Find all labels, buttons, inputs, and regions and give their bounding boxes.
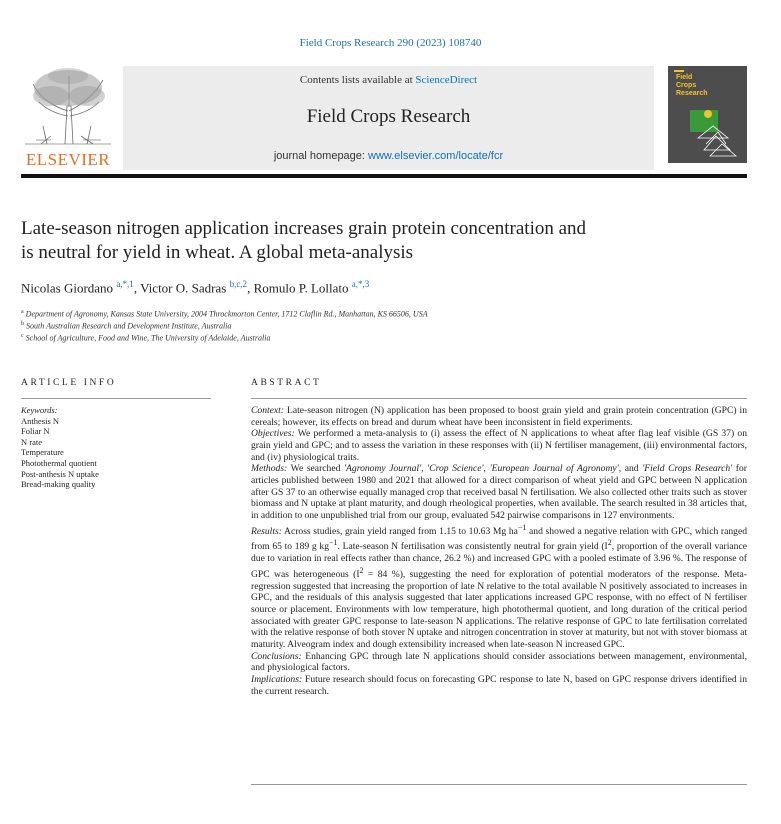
author-affiliation-mark[interactable]: a,*,1 — [116, 279, 134, 289]
section-label: Objectives: — [251, 428, 295, 440]
author-affiliation-mark[interactable]: a,*,3 — [351, 279, 370, 289]
masthead — [123, 66, 654, 170]
section-text: Late-season nitrogen (N) application has been proposed to boost grain yield and grain protein concentration (GPC) in cereals; however, its effects on bread and durum wheat have been inconsistent in field experiments. — [251, 405, 747, 428]
keyword: Temperature — [21, 447, 64, 458]
journal-ref: 'European Journal of Agronomy' — [489, 463, 619, 475]
section-text: Enhancing GPC through late N applications should consider associations between management, environmental, and physiological factors. — [251, 650, 747, 674]
keyword: N rate — [21, 436, 43, 447]
keyword: Bread-making quality — [21, 479, 96, 490]
journal-citation[interactable]: Field Crops Research 290 (2023) 108740 — [299, 37, 482, 49]
section-text: We searched — [287, 463, 344, 475]
elsevier-tree-icon — [21, 66, 115, 146]
keyword: Post-anthesis N uptake — [21, 468, 99, 479]
affiliation-mark: b — [21, 321, 24, 327]
section-label: Results: — [251, 525, 282, 537]
header-rule — [21, 174, 747, 178]
section-text: , and — [618, 463, 643, 475]
article-info-rule — [21, 398, 211, 399]
section-text: Across studies, grain yield ranged from 1.15 to 10.63 Mg ha — [281, 525, 518, 537]
section-text: , — [483, 463, 490, 475]
superscript: −1 — [329, 538, 338, 548]
section-text: and showed a negative relation with GPC, which ranged from 65 to 189 g kg — [251, 525, 747, 553]
author-affiliation-mark[interactable]: b,c,2 — [229, 279, 248, 289]
affiliation-mark: c — [21, 333, 24, 339]
publisher-logo[interactable] — [21, 66, 115, 170]
abstract-results — [251, 522, 747, 651]
abstract-implications — [251, 674, 747, 697]
sciencedirect-link[interactable]: ScienceDirect — [415, 74, 478, 86]
journal-name: Field Crops Research — [306, 106, 471, 127]
author-name[interactable]: Romulo P. Lollato — [253, 280, 349, 296]
homepage-line — [123, 150, 654, 162]
abstract-rule — [251, 398, 747, 399]
affiliation-text: Department of Agronomy, Kansas State University, 2004 Throckmorton Center, 1712 Claflin Rd., Manhattan, KS 66506, USA — [25, 309, 428, 319]
affiliation-mark: a — [21, 309, 24, 315]
section-label: Context: — [251, 405, 285, 416]
homepage-prefix: journal homepage: — [273, 150, 369, 162]
section-text: , proportion of the overall variance due to variation in real effects rather than chance, 26.2 %) and increased GPC with a pooled estimate of 3.96 %. The response of GPC was heterogeneous (I — [251, 541, 747, 581]
cover-title-line: Crops — [676, 82, 697, 89]
abstract-context — [251, 405, 747, 428]
abstract-objectives — [251, 428, 747, 463]
section-text: . Late-season N fertilisation was consistently neutral for grain yield (I — [337, 541, 608, 553]
cover-art-icon — [668, 66, 747, 163]
superscript: 2 — [607, 538, 612, 548]
cover-title-line: Research — [676, 90, 708, 97]
section-text: for articles published between 1980 and 2021 that allowed for a direct comparison of wheat yield and GPC between N application after GS 37 to an otherwise equally managed crop that received basal N fertilisation. We also collected other traits such as stover biomass and N uptake at plant maturity, and dough rheological properties, when available. The search resulted in 38 articles that, in addition to one unpublished trial from our group, evaluated 542 pairwise comparisons in 127 environments. — [251, 463, 747, 521]
superscript: −1 — [517, 522, 527, 532]
cover-title-line: Field — [676, 74, 693, 81]
abstract-body — [251, 405, 747, 697]
article-title-line: is neutral for yield in wheat. A global meta-analysis — [21, 242, 414, 263]
publisher-name: ELSEVIER — [25, 150, 111, 169]
section-text: , — [421, 463, 428, 475]
journal-cover[interactable] — [668, 66, 747, 163]
journal-header — [21, 66, 747, 174]
superscript: 2 — [359, 565, 364, 575]
keywords-list — [21, 405, 211, 490]
section-label: Implications: — [251, 674, 303, 685]
affiliation — [21, 321, 741, 331]
section-label: Methods: — [251, 463, 288, 475]
keyword: Photothermal quotient — [21, 457, 97, 468]
journal-ref: 'Crop Science' — [427, 463, 484, 475]
abstract-heading: ABSTRACT — [251, 378, 322, 388]
contents-line — [123, 74, 654, 86]
author-name[interactable]: Nicolas Giordano — [21, 280, 114, 296]
abstract-conclusions — [251, 651, 747, 674]
section-text: = 84 %), suggesting the need for exploration of potential moderators of the response. Meta-regression suggested that increasing the proportion of late N relative to the total available N positively associated to increases in GPC, and the residuals of this analysis suggested that later applications increased GPC response, with no effect of N fertiliser source or placement. Environments with low temperature, high photothermal quotient, and long duration of the critical period associated with greater GPC response to late-season N applications. The relative response of GPC to late fertilisation correlated with the relative response of both stover N uptake and nitrogen concentration in stover at maturity, but not with stover biomass at maturity. Alveogram index and dough extensibility increased when late-season N increased GPC. — [251, 569, 748, 651]
author-name[interactable]: Victor O. Sadras — [140, 280, 227, 296]
affiliation — [21, 333, 741, 343]
abstract-bottom-rule — [251, 784, 747, 785]
affiliation-text: South Australian Research and Development Institute, Australia — [26, 321, 232, 331]
article-title-line: Late-season nitrogen application increases grain protein concentration and — [21, 218, 587, 239]
author-list: Nicolas Giordano $^{a,*,1}$, Victor O. Sadras $^{b,c,2}$, Romulo P. Lollato $^{a,*,3}$ — [21, 279, 370, 296]
journal-ref: 'Agronomy Journal' — [343, 463, 422, 475]
affiliation — [21, 309, 741, 319]
section-text: Future research should focus on forecasting GPC response to late N, based on GPC response drivers identified in the current research. — [251, 674, 747, 697]
journal-ref: 'Field Crops Research' — [642, 463, 733, 475]
keyword: Anthesis N — [21, 415, 60, 426]
abstract-methods — [251, 463, 747, 521]
contents-prefix: Contents lists available at — [299, 74, 416, 86]
article-title — [21, 217, 681, 265]
section-label: Conclusions: — [251, 650, 302, 662]
homepage-link[interactable]: www.elsevier.com/locate/fcr — [368, 150, 504, 162]
section-text: We performed a meta-analysis to (i) assess the effect of N applications to wheat after flag leaf visible (GS 37) on grain yield and GPC; and to assess the variation in these responses with (ii) N fertiliser management, (iii) environmental factors, and (iv) physiological traits. — [251, 428, 747, 463]
keyword: Foliar N — [21, 426, 50, 437]
affiliation-text: School of Agriculture, Food and Wine, The University of Adelaide, Australia — [25, 333, 271, 343]
keywords-label: Keywords: — [21, 405, 58, 415]
article-info-heading: ARTICLE INFO — [21, 378, 117, 388]
